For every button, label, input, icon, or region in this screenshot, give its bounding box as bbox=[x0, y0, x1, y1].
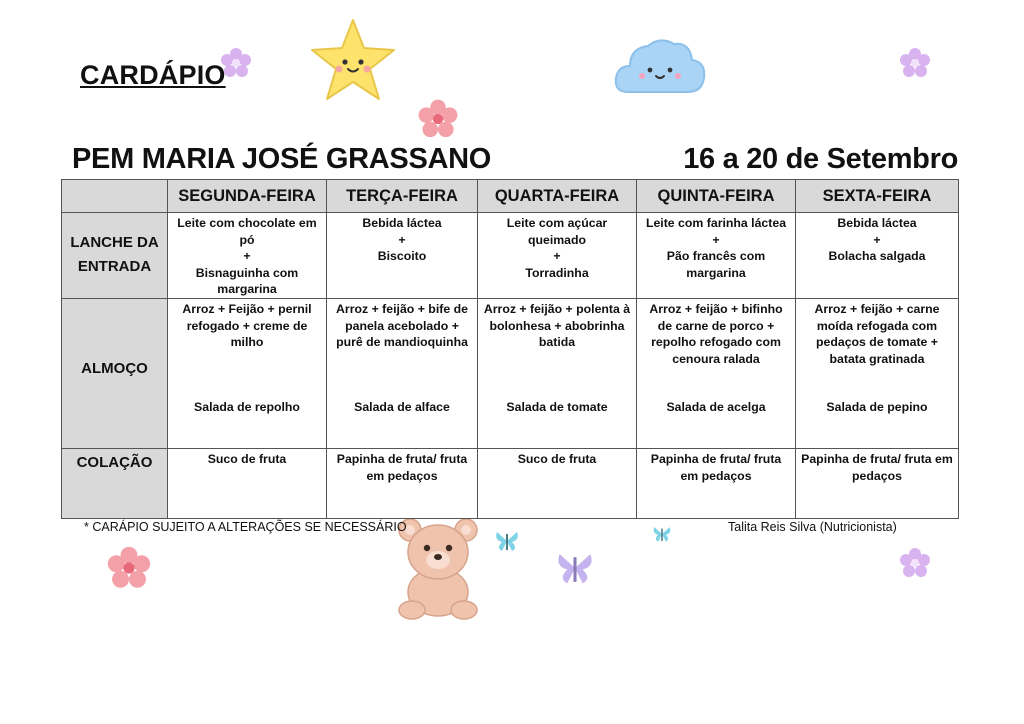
menu-item-line: Papinha de fruta/ fruta bbox=[650, 451, 782, 466]
page-title: CARDÁPIO bbox=[80, 60, 226, 90]
menu-item-line: Papinha de fruta/ fruta bbox=[336, 451, 468, 466]
menu-item-line: em pedaços bbox=[680, 468, 752, 483]
flower-icon bbox=[898, 546, 932, 580]
menu-cell bbox=[478, 298, 637, 448]
butterfly-icon bbox=[652, 524, 672, 544]
butterfly-icon bbox=[554, 548, 596, 588]
table-row bbox=[62, 448, 959, 518]
menu-item-line: Arroz + feijão + bife de bbox=[336, 301, 468, 316]
menu-item-line: Papinha de fruta/ fruta em bbox=[801, 451, 953, 466]
flower-icon bbox=[416, 97, 460, 141]
row-header-line: LANCHE DA bbox=[70, 234, 159, 251]
menu-item-line: + bbox=[398, 232, 406, 247]
menu-cell bbox=[327, 448, 478, 518]
menu-item-line: + bbox=[243, 249, 251, 264]
menu-item-line: batida bbox=[538, 335, 576, 350]
cloud-sticker-icon bbox=[612, 34, 708, 102]
menu-item-line: queimado bbox=[527, 232, 587, 247]
row-header-line: ENTRADA bbox=[77, 258, 152, 275]
salad-item: Salada de tomate bbox=[506, 399, 608, 414]
menu-item-line: Arroz + feijão + polenta à bbox=[483, 301, 631, 316]
menu-item-line: Arroz + feijão + bifinho bbox=[649, 301, 783, 316]
menu-item-line: repolho refogado com bbox=[651, 335, 781, 350]
row-header bbox=[62, 213, 168, 299]
column-header: QUINTA-FEIRA bbox=[637, 180, 796, 213]
menu-item-line: Leite com chocolate em bbox=[177, 216, 317, 230]
corner-cell bbox=[62, 180, 168, 213]
nutritionist-name: Talita Reis Silva (Nutricionista) bbox=[728, 520, 897, 534]
date-range: 16 a 20 de Setembro bbox=[683, 143, 958, 175]
column-header: SEXTA-FEIRA bbox=[796, 180, 959, 213]
menu-cell bbox=[796, 448, 959, 518]
disclaimer-note: * CARÁPIO SUJEITO A ALTERAÇÕES SE NECESSÁRIO bbox=[84, 520, 407, 534]
menu-item-line: Suco de fruta bbox=[207, 451, 287, 466]
menu-cell bbox=[637, 298, 796, 448]
menu-item-line: margarina bbox=[217, 282, 277, 297]
menu-cell bbox=[168, 298, 327, 448]
menu-item-line: Bisnaguinha com bbox=[195, 265, 299, 280]
menu-cell bbox=[168, 448, 327, 518]
menu-item-line: Arroz + feijão + carne bbox=[814, 301, 940, 316]
menu-item-line: bolonhesa + abobrinha bbox=[489, 318, 625, 333]
menu-cell bbox=[796, 298, 959, 448]
menu-item-line: Bebida láctea bbox=[837, 216, 917, 230]
table-header-row bbox=[62, 180, 959, 213]
school-name: PEM MARIA JOSÉ GRASSANO bbox=[72, 143, 492, 175]
salad-item: Salada de repolho bbox=[194, 399, 300, 414]
salad-item: Salada de alface bbox=[354, 399, 450, 414]
menu-cell bbox=[637, 213, 796, 299]
menu-cell bbox=[327, 213, 478, 299]
menu-item-line: Torradinha bbox=[525, 265, 589, 280]
menu-table bbox=[61, 179, 959, 519]
menu-item-line: Leite com açúcar bbox=[506, 216, 608, 230]
menu-cell bbox=[478, 448, 637, 518]
star-sticker-icon bbox=[308, 16, 398, 106]
table-row bbox=[62, 213, 959, 299]
menu-item-line: pedaços bbox=[852, 468, 902, 483]
menu-item-line: + bbox=[712, 232, 720, 247]
column-header: SEGUNDA-FEIRA bbox=[168, 180, 327, 213]
salad-item: Salada de pepino bbox=[826, 399, 928, 414]
menu-item-line: panela acebolado + bbox=[345, 318, 459, 333]
menu-item-line: pó bbox=[239, 232, 255, 247]
menu-cell bbox=[168, 213, 327, 299]
menu-item-line: Pão francês com bbox=[666, 249, 766, 264]
butterfly-icon bbox=[494, 528, 520, 554]
menu-item-line: Bebida láctea bbox=[362, 216, 442, 230]
menu-item-line: cenoura ralada bbox=[672, 351, 760, 366]
menu-cell bbox=[637, 448, 796, 518]
flower-icon bbox=[100, 544, 158, 592]
salad-item: Salada de acelga bbox=[666, 399, 766, 414]
menu-item-line: moída refogada com bbox=[816, 318, 938, 333]
menu-item-line: Biscoito bbox=[377, 249, 427, 264]
menu-item-line: batata gratinada bbox=[829, 351, 925, 366]
menu-item-line: purê de mandioquinha bbox=[336, 335, 468, 350]
menu-cell bbox=[327, 298, 478, 448]
menu-item-line: Arroz + Feijão + pernil bbox=[182, 301, 312, 316]
menu-item-line: refogado + creme de bbox=[186, 318, 308, 333]
table-row bbox=[62, 298, 959, 448]
menu-cell bbox=[796, 213, 959, 299]
row-header-line: ALMOÇO bbox=[81, 359, 148, 377]
menu-item-line: de carne de porco + bbox=[657, 318, 775, 333]
column-header: QUARTA-FEIRA bbox=[478, 180, 637, 213]
menu-cell bbox=[478, 213, 637, 299]
menu-item-line: em pedaços bbox=[366, 468, 438, 483]
menu-item-line: pedaços de tomate + bbox=[816, 335, 938, 350]
menu-item-line: milho bbox=[230, 335, 264, 350]
row-header bbox=[62, 298, 168, 448]
column-header: TERÇA-FEIRA bbox=[327, 180, 478, 213]
menu-item-line: Leite com farinha láctea bbox=[645, 216, 787, 230]
menu-item-line: + bbox=[553, 249, 561, 264]
menu-item-line: margarina bbox=[686, 265, 746, 280]
menu-item-line: Suco de fruta bbox=[517, 451, 597, 466]
menu-item-line: + bbox=[873, 232, 881, 247]
row-header bbox=[62, 448, 168, 518]
menu-item-line: Bolacha salgada bbox=[828, 249, 926, 264]
row-header-line: COLAÇÃO bbox=[76, 453, 153, 471]
flower-icon bbox=[898, 46, 932, 80]
